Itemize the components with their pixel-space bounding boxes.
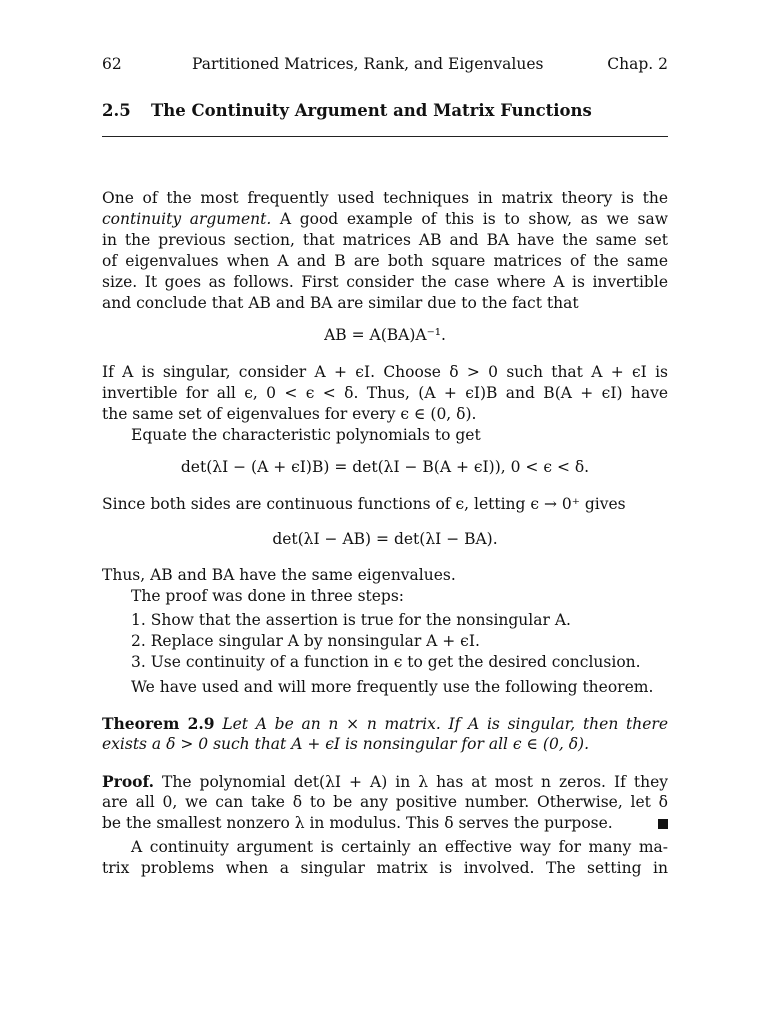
para2-line3: the same set of eigenvalues for every ϵ ∈ (0, δ).	[102, 405, 477, 423]
proof-text-1: The polynomial det(λI + A) in λ has at most n zeros. If they	[162, 773, 669, 791]
para6-line2: trix problems when a singular matrix is involved. The setting in	[102, 859, 668, 877]
section-rule	[102, 136, 668, 137]
para2-line4: Equate the characteristic polynomials to get	[131, 426, 481, 444]
para1-line1: One of the most frequently used techniques in matrix theory is the	[102, 189, 668, 207]
para1-line5: size. It goes as follows. First consider the case where A is invertible	[102, 273, 668, 291]
section-title: The Continuity Argument and Matrix Functions	[151, 101, 592, 120]
equation-similarity: AB = A(BA)A⁻¹.	[324, 326, 446, 344]
equation-limit: det(λI − AB) = det(λI − BA).	[272, 530, 498, 548]
qed-square-icon	[658, 819, 668, 829]
para4-line1: Thus, AB and BA have the same eigenvalues.	[102, 566, 456, 584]
para1-line2	[102, 209, 668, 230]
chapter-label: Chap. 2	[607, 55, 668, 73]
para1-line4: of eigenvalues when A and B are both square matrices of the same	[102, 252, 668, 270]
para1-line2-rest: A good example of this is to show, as we saw	[279, 210, 668, 228]
proof-label: Proof.	[102, 772, 155, 791]
para1-line3: in the previous section, that matrices AB and BA have the same set	[102, 231, 668, 249]
theorem-text-1: Let A be an n × n matrix. If A is singular, then there	[222, 715, 669, 733]
page-number: 62	[102, 55, 122, 73]
equation-characteristic: det(λI − (A + ϵI)B) = det(λI − B(A + ϵI)), 0 < ϵ < δ.	[180, 458, 590, 476]
theorem-line1	[102, 713, 668, 735]
para3: Since both sides are continuous functions of ϵ, letting ϵ → 0⁺ gives	[102, 495, 626, 513]
para1-line6: and conclude that AB and BA are similar due to the fact that	[102, 294, 579, 312]
theorem-label: Theorem 2.9	[102, 714, 215, 733]
para5: We have used and will more frequently use the following theorem.	[131, 678, 654, 696]
para2-line2: invertible for all ϵ, 0 < ϵ < δ. Thus, (A + ϵI)B and B(A + ϵI) have	[102, 384, 668, 402]
proof-line1	[102, 771, 668, 793]
section-number: 2.5	[102, 101, 131, 120]
para4-line2: The proof was done in three steps:	[131, 587, 405, 605]
list-item: 3. Use continuity of a function in ϵ to get the desired conclusion.	[131, 653, 641, 671]
para6-line1: A continuity argument is certainly an effective way for many ma-	[131, 838, 668, 856]
emphasis-continuity-argument: continuity argument.	[102, 210, 272, 228]
running-title: Partitioned Matrices, Rank, and Eigenvalues	[192, 55, 544, 73]
theorem-line2: exists a δ > 0 such that A + ϵI is nonsingular for all ϵ ∈ (0, δ).	[102, 735, 590, 753]
list-item: 2. Replace singular A by nonsingular A + ϵI.	[131, 632, 480, 650]
para2-line1: If A is singular, consider A + ϵI. Choose δ > 0 such that A + ϵI is	[102, 363, 668, 381]
proof-line3: be the smallest nonzero λ in modulus. This δ serves the purpose.	[102, 814, 613, 832]
proof-line2: are all 0, we can take δ to be any positive number. Otherwise, let δ	[102, 793, 668, 811]
list-item: 1. Show that the assertion is true for the nonsingular A.	[131, 611, 571, 629]
